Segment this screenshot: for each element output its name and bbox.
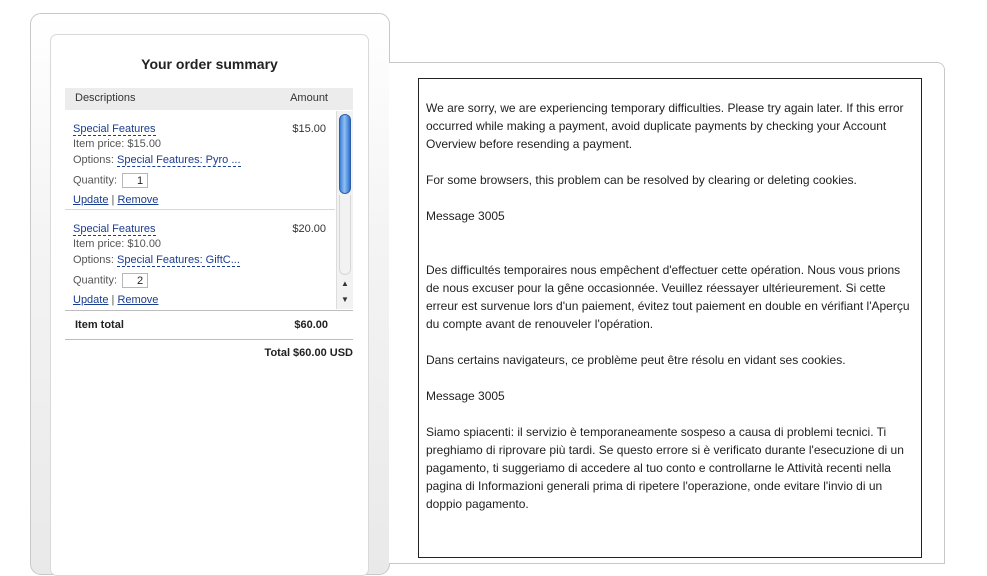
item-name-link[interactable]: Special Features — [73, 223, 156, 235]
error-tip-fr: Dans certains navigateurs, ce problème peut être résolu en vidant ses cookies. — [426, 353, 846, 367]
error-paragraph-en: We are sorry, we are experiencing temporary difficulties. Please try again later. If this error occurred while making a payment, avoid duplicate payments by checking your Account Overview before resending a payment. — [426, 101, 904, 151]
quantity-input[interactable]: 1 — [122, 173, 148, 188]
link-separator: | — [111, 194, 115, 206]
item-price: Item price: $15.00 — [73, 138, 162, 150]
item-total-label: Item total — [75, 319, 124, 331]
error-message-frame — [418, 78, 922, 558]
item-amount: $15.00 — [292, 123, 326, 135]
grand-total: Total $60.00 USD — [264, 347, 353, 359]
order-table-header — [65, 88, 353, 110]
quantity-label: Quantity: — [73, 174, 118, 187]
item-name-link[interactable]: Special Features — [73, 123, 156, 135]
quantity-label: Quantity: — [73, 274, 118, 287]
scroll-track[interactable] — [339, 195, 351, 275]
error-paragraph-fr: Des difficultés temporaires nous empêchent d'effectuer cette opération. Nous vous prions de nous excuser pour la gêne occasionnée. Veuillez réessayer ultérieurement. Si cette erreur est survenue lors d'un paiement, évitez tout paiement en double en vérifiant l'Aperçu du compte avant de renouveler l'opération. — [426, 263, 910, 331]
scroll-thumb[interactable] — [339, 114, 351, 194]
descriptions-column-header: Descriptions — [75, 92, 136, 104]
remove-link[interactable]: Remove — [117, 194, 159, 206]
order-items-list[interactable] — [65, 110, 335, 310]
error-paragraph-it: Siamo spiacenti: il servizio è temporaneamente sospeso a causa di problemi tecnici. Ti preghiamo di riprovare più tardi. Se questo errore si è verificato durante l'esecuzione di un pagamento, ti suggeriamo di accedere al tuo conto e controllarne le Attività recenti nella pagina di Informazioni generali prima di ripetere l'operazione, onde evitare l'invio di un doppio pagamento. — [426, 425, 904, 511]
error-tip-en: For some browsers, this problem can be resolved by clearing or deleting cookies. — [426, 173, 857, 187]
amount-column-header: Amount — [290, 92, 328, 104]
list-item — [65, 210, 335, 309]
order-summary-title: Your order summary — [141, 56, 278, 72]
scroll-up-arrow-icon[interactable]: ▲ — [341, 279, 349, 288]
items-scrollbar[interactable] — [336, 111, 353, 309]
item-price: Item price: $10.00 — [73, 238, 162, 250]
remove-link[interactable]: Remove — [117, 294, 159, 306]
quantity-input[interactable]: 2 — [122, 273, 148, 288]
options-label: Options: — [73, 154, 114, 166]
update-link[interactable]: Update — [73, 294, 109, 306]
error-code-fr: Message 3005 — [426, 389, 505, 403]
item-total-value: $60.00 — [294, 319, 328, 331]
options-label: Options: — [73, 254, 114, 266]
scroll-down-arrow-icon[interactable]: ▼ — [341, 295, 349, 304]
list-item — [65, 110, 335, 210]
update-link[interactable]: Update — [73, 194, 109, 206]
error-code-en: Message 3005 — [426, 209, 505, 223]
link-separator: | — [111, 294, 115, 306]
options-link[interactable]: Special Features: Pyro ... — [117, 154, 241, 166]
item-total-row — [65, 310, 353, 340]
item-amount: $20.00 — [292, 223, 326, 235]
options-link[interactable]: Special Features: GiftC... — [117, 254, 240, 266]
